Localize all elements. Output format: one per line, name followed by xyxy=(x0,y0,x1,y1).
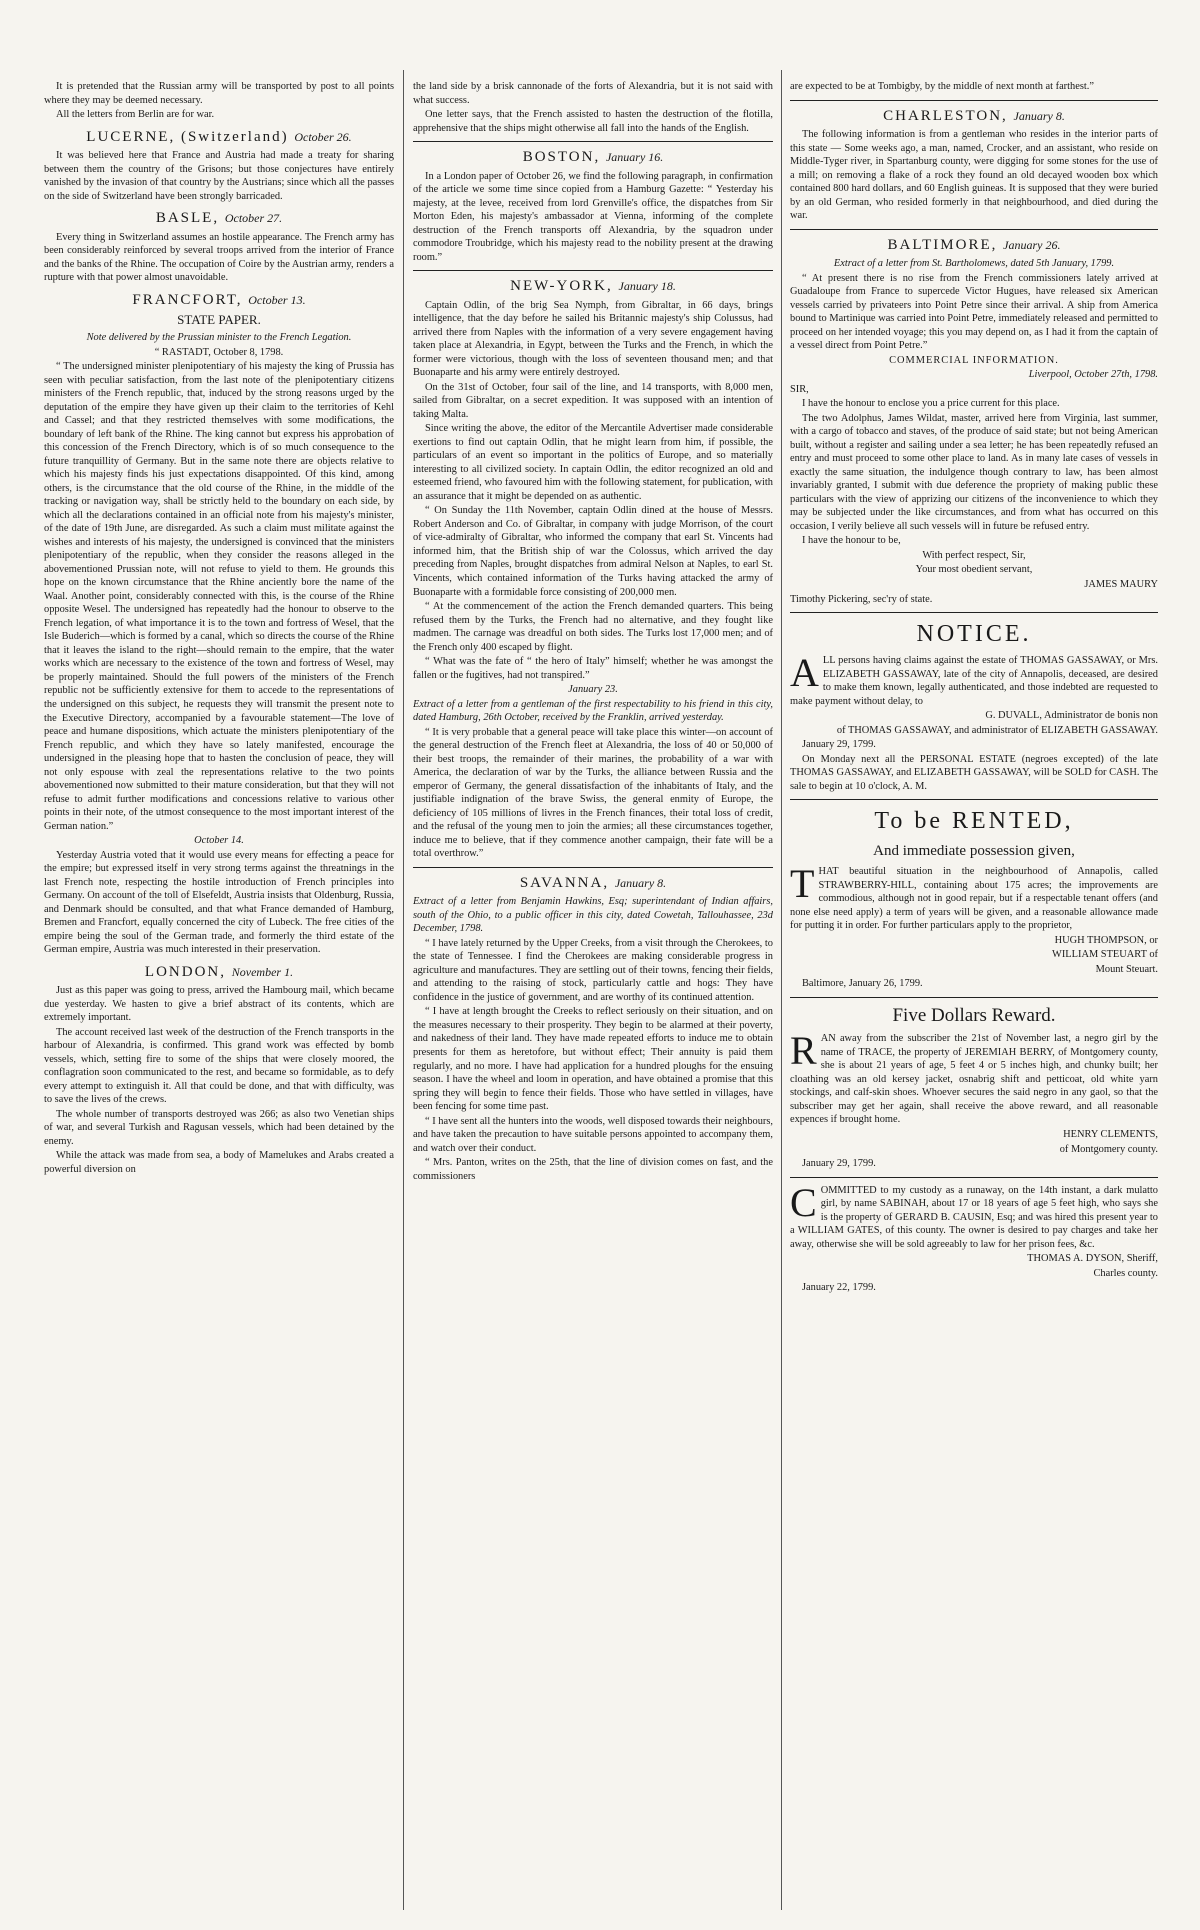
committed-county: Charles county. xyxy=(1093,1267,1158,1279)
article-london: The whole number of transports destroyed was 266; as also two Venetian ships of war, and several Turkish and Ragusan vessels, which had been detained by the enemy. xyxy=(44,1108,394,1147)
commercial-place: Liverpool, October 27th, 1798. xyxy=(1028,369,1158,381)
article-savanna: “ I have sent all the hunters into the woods, well disposed towards their neighbours, and have taken the precaution to have suitable persons appointed to accompany them, and watch over their conduct. xyxy=(413,1115,773,1154)
divider xyxy=(413,867,773,868)
continued-text: One letter says, that the French assisted to hasten the destruction of the flotilla, apprehensive that the ships might otherwise all fall into the hands of the English. xyxy=(413,109,773,134)
rented-signature: Mount Steuart. xyxy=(1095,963,1158,975)
column-rule xyxy=(781,70,782,1910)
column-three xyxy=(790,80,1158,1910)
committed-text: COMMITTED to my custody as a runaway, on the 14th instant, a dark mulatto girl, by name SABINAH, about 17 or 18 years of age 5 feet high, who says she is the property of GERARD B. CAUSIN, Esq; and was hired this present year to a WILLIAM GATES, of this county. The owner is desired to pay charges and take her away, otherwise she will be sold agreeably to law for her prison fees, &c. xyxy=(790,1179,1158,1250)
reward-text: RAN away from the subscriber the 21st of November last, a negro girl by the name of TRACE, the property of JEREMIAH BERRY, of Montgomery county, she is about 21 years of age, 5 feet 4 or 5 inches high, and chunky built; her cloathing was an old kersey jacket, osnabrig shift and petticoat, old white yarn stockings, and calf-skin shoes. Whoever secures the said negro in any gaol, so that the subscriber may get her again, shall receive the above reward, and all reasonable expences if brought home. xyxy=(790,1028,1158,1126)
commercial-addressee: Timothy Pickering, sec'ry of state. xyxy=(790,593,933,605)
dateline-london: LONDON, November 1. xyxy=(144,963,294,980)
article-new-york: “ On Sunday the 11th November, captain Odlin dined at the house of Messrs. Robert Anderson and Co. of Gibraltar, in company with judge Morrison, of the court of vice-admiralty of Gibraltar, who informed the company that earl St. Vincents had informed him, that the British ship of war the Colossus, which arrived the day preceding from Naples, brought dispatches from admiral Nelson at Naples, to earl St. Vincents, which contained information of the Turks having attacked the army of Buonaparte with a formidable force consisting of 200,000 men. xyxy=(413,505,773,598)
article-london: The account received last week of the destruction of the French transports in the harbour of Alexandria, is confirmed. This grand work was effected by bomb vessels, which, setting fire to some of the ships that were closely moored, the conflagration soon communicated to the rest, and became so formidable, as to defy every attempt to extinguish it. All that could be done, and that with difficulty, was to save the lives of the crews. xyxy=(44,1026,394,1106)
article-lucerne: It was believed here that France and Austria had made a treaty for sharing between them the country of the Grisons; but those conjectures have entirely vanished by the invasion of that country by the Austrians; since which all the passes on the side of Switzerland have been strongly barricaded. xyxy=(44,150,394,202)
article-london: Just as this paper was going to press, arrived the Hambourg mail, which became due yesterday. We hasten to give a brief abstract of its contents, which are extremely important. xyxy=(44,985,394,1024)
divider xyxy=(413,141,773,142)
dateline-baltimore: BALTIMORE, January 26. xyxy=(887,236,1061,253)
continued-text: the land side by a brisk cannonade of the forts of Alexandria, but it is not said with what success. xyxy=(413,81,773,106)
state-paper-heading: STATE PAPER. xyxy=(177,312,261,328)
divider xyxy=(790,100,1158,101)
notice-signature: G. DUVALL, Administrator de bonis non xyxy=(985,710,1158,722)
commercial-salutation: SIR, xyxy=(790,383,809,395)
notice-text: ALL persons having claims against the estate of THOMAS GASSAWAY, or Mrs. ELIZABETH GASSAWAY, late of the city of Annapolis, deceased, are desired to make them known, legally authenticated, and those indebted are requested to make payment without delay, to xyxy=(790,650,1158,707)
committed-signer: THOMAS A. DYSON, Sheriff, xyxy=(1027,1253,1158,1265)
article-savanna: “ I have lately returned by the Upper Creeks, from a visit through the Cherokees, to the state of Tennessee. I find the Cherokees are making considerable progress in agriculture and manufactures. They are settling out of their towns, fencing their fields, and attending to the raising of stock, particularly cattle and hogs: They have confidence in the justice of government, and are worthy of its continued attention. xyxy=(413,937,773,1003)
divider xyxy=(790,799,1158,800)
commercial-closing: With perfect respect, Sir, xyxy=(922,549,1026,561)
extract-heading: Extract of a letter from St. Bartholomews, dated 5th January, 1799. xyxy=(833,258,1115,270)
intro-paragraph: It is pretended that the Russian army will be transported by post to all points where they may be deemed necessary. xyxy=(44,81,394,106)
drop-cap: A xyxy=(790,650,819,696)
article-new-york: Since writing the above, the editor of the Mercantile Advertiser made considerable exertions to find out captain Odlin, that he might learn from him, if possible, the particulars of an event so important in the politics of Europe, and so materially interesting to all civilized society. In captain Odlin, the editor recognized an old and esteemed friend, who favoured him with the following statement, for publication, with an assurance that it might be depended on as authentic. xyxy=(413,423,773,502)
rented-date: Baltimore, January 26, 1799. xyxy=(802,978,923,990)
article-october-14: Yesterday Austria voted that it would use every means for effecting a peace for the empire; but expressed itself in very strong terms against the threatnings in the last French note, respecting the hostile introduction of French principles into Germany. On account of the toll of Elsefeldt, Austria insists that Oldenburg, Russia, and Denmark should be consulted, and that what France demanded of Hamburg, Bremen and Francfort, equally concerned the city of Lubeck. The free cities of the empire being the soul of the German trade, and formerly the third estate of the German empire, Austria was much interested in their preservation. xyxy=(44,849,394,956)
extract-heading: Extract of a letter from Benjamin Hawkins, Esq; superintendant of Indian affairs, south of the Ohio, to a public officer in this city, dated Cowetah, Tallouhassee, 23d December, 1798. xyxy=(413,896,773,935)
dateline-boston: BOSTON, January 16. xyxy=(522,149,664,166)
rented-text: THAT beautiful situation in the neighbourhood of Annapolis, called STRAWBERRY-HILL, containing about 175 acres; the improvements are commodious, although not in good repair, but if a respectable tenant offers (and none else need apply) a term of years will be given, and a reasonable allowance made for putting it in order. For further particulars apply to the proprietor, xyxy=(790,861,1158,932)
date-january-23: January 23. xyxy=(568,684,618,696)
drop-cap: R xyxy=(790,1028,817,1074)
dateline-savanna: SAVANNA, January 8. xyxy=(519,874,667,891)
column-one xyxy=(44,80,394,1910)
continued-text: are expected to be at Tombigby, by the middle of next month at farthest.” xyxy=(790,81,1094,92)
rented-subheading: And immediate possession given, xyxy=(873,842,1075,859)
dateline-charleston: CHARLESTON, January 8. xyxy=(883,107,1065,124)
reward-date: January 29, 1799. xyxy=(802,1158,876,1170)
article-boston: In a London paper of October 26, we find the following paragraph, in confirmation of the article we some time since copied from a Hamburg Gazette: “ Yesterday his majesty, at the levee, received from lord Grenville's office, the dispatches from Sir Morton Eden, his majesty's ambassador at Vienna, informing of the complete destruction of the French transports off Alexandria, by the squadron under commodore Troubridge, which his majesty read to the nobility present at the drawing room.” xyxy=(413,170,773,263)
article-basle: Every thing in Switzerland assumes an hostile appearance. The French army has been considerably reinforced by several troops arrived from the interior of France and the banks of the Rhine. The occupation of Coire by the Austrian army, renders a rupture with that power almost unavoidable. xyxy=(44,231,394,284)
divider xyxy=(790,997,1158,998)
reward-signer: HENRY CLEMENTS, xyxy=(1063,1128,1158,1140)
extract-heading: Extract of a letter from a gentleman of the first respectability to his friend in this city, dated Hamburg, 26th October, received by the Franklin, arrived yesterday. xyxy=(413,698,773,724)
article-savanna: “ Mrs. Panton, writes on the 25th, that the line of division comes on fast, and the commissioners xyxy=(413,1157,773,1182)
article-january-23: “ It is very probable that a general peace will take place this winter—on account of the general destruction of the French fleet at Alexandria, the loss of 40 or 50,000 of their best troops, the remainder of their marines, the probability of a war with America, the declaration of war by the Turks, the alliance between Russia and the emperor of Germany, the general dissatisfaction of the inhabitants of Italy, and the justifiable indignation of the brave Swiss, the general enmity of Europe, the deficiency of 105 millions of livres in the French finances, their total loss of credit, and the refusal of the young men to join the armies; all these circumstances together, induce me to believe, that if they commence another campaign, their fate will be a total overthrow.” xyxy=(413,726,773,860)
commercial-text: The two Adolphus, James Wildat, master, arrived here from Virginia, last summer, with a cargo of tobacco and staves, of the produce of said state; but not being American built, without a register and sailing under a sea letter; he has been repeatedly refused an entry and must proceed to some other place to land. As in many late cases of vessels in exactly the same situation, the indulgence though contrary to law, has been almost invariably granted, I submit with due deference the propriety of making public these particulars with the view of apprizing our citizens of the inconvenience to which they may be subjected under the like circumstances, and from what has occurred on this occasion, I verily believe all such vessels will in future be refused entry. xyxy=(790,412,1158,532)
rented-signature: HUGH THOMPSON, or xyxy=(1054,934,1158,946)
state-paper-note: Note delivered by the Prussian minister to the French Legation. xyxy=(86,332,352,344)
commercial-signer: JAMES MAURY xyxy=(1084,578,1158,590)
notice-date: January 29, 1799. xyxy=(802,739,876,751)
article-new-york: “ At the commencement of the action the French demanded quarters. This being refused them by the Turks, the French had no alternative, and they fought like madmen. The carnage was dreadful on both sides. The Turks lost 17,000 men; and of the French only 400 escaped by flight. xyxy=(413,601,773,653)
dateline-lucerne: LUCERNE, (Switzerland) October 26. xyxy=(86,128,352,145)
dateline-francfort: FRANCFORT, October 13. xyxy=(132,291,306,308)
article-baltimore: “ At present there is no rise from the French commissioners lately arrived at Guadaloupe from France to supercede Victor Hugues, have released six American vessels carried by privateers into Point Petre since their arrival. A ship from America bound to Martinique was carried into Point Petre, immediately released and permitted to proceed on her intended voyage; this you may depend on, as I had it from the captain of a vessel direct from Point Petre.” xyxy=(790,272,1158,352)
article-london: While the attack was made from sea, a body of Mamelukes and Arabs created a powerful diversion on xyxy=(44,1150,394,1175)
reward-county: of Montgomery county. xyxy=(1059,1143,1158,1155)
notice-sale: On Monday next all the PERSONAL ESTATE (negroes excepted) of the late THOMAS GASSAWAY, and ELIZABETH GASSAWAY, will be SOLD for CASH. The sale to begin at 10 o'clock, A. M. xyxy=(790,753,1158,792)
state-paper-place: “ RASTADT, October 8, 1798. xyxy=(154,346,284,358)
article-state-paper: “ The undersigned minister plenipotentiary of his majesty the king of Prussia has seen with peculiar satisfaction, from the last note of the plenipotentiary citizens ministers of the French republic, that, induced by the strong reasons urged by the deputation of the empire they have given up their claim to the territories of Kehl and Cassel; and that they restricted themselves with some modifications, the boundary of left bank of the Rhine. The king cannot but express his approbation of this concession of the French Directory, which is of so much consequence to the future tranquillity of Germany. But in the same note there are objects relative to which his majesty finds his just expectations disappointed. Of this kind, among others, is the circumstance that the old course of the Rhine, in the middle of the tracking or navigation way, shall be strictly held to the boundary on each side, by which all the declarations contained in an official note from his majesty's minister, of the date of 19th June, are disregarded. As such a claim must militate against the wishes and interests of his majesty, the undersigned is convinced that the ministers plenipotentiary of the republic, when they consider the reasons alleged in the abovementioned Prussian note, will not refuse to yield to them. He grounds this hope on the known circumstance that the Rhine anciently bore the name of the Waal. Another point, considerably connected with this, is the course of the Rhine opposite Wesel. The undersigned has repeatedly had the honour to observe to the French legation, of what importance it is to the town and fortress of Wesel, that the Isle Buderich—which is formed by a canal, which so directs the course of the Rhine that it leaves the island to the right—should remain to the empire, that the water works which are necessary to the existence of the town and fortress of Wesel, may be properly maintained. Should the full powers of the ministers of the French republic not be sufficiently extensive for them to accede to the representations of the undersigned on this subject, he requests they will transmit the present note to the Executive Directory, accompanied by a favourable statement—The love of peace and humane dispositions, which actuate the ministers plenipotentiary of the French republic, and which they have so lately manifested, encourage the undersigned in the pleasing hope that to hasten the conclusion of peace, they will not only espouse with zeal the representations relative to the two points abovementioned now submitted to their mature consideration, but that they will not refuse to admit further modifications and concessions relative to various other points in their note, of the utmost consequence to the most important interest of the German nation.” xyxy=(44,361,394,832)
article-new-york: Captain Odlin, of the brig Sea Nymph, from Gibraltar, in 66 days, brings intelligence, that the day before he sailed his Britannic majesty's ship Colussus, had arrived there from Naples with the information of a very severe engagement having taken place at Alexandria, in Egypt, between the Turks and the French, in which the former were victorious, though with the loss of seventeen thousand men; and that Buonaparte and his army were entirely destroyed. xyxy=(413,299,773,379)
article-new-york: On the 31st of October, four sail of the line, and 14 transports, with 8,000 men, sailed from Gibraltar, on a secret expedition. It was supposed with an intention of taking Malta. xyxy=(413,381,773,420)
divider xyxy=(413,270,773,271)
notice-signature: of THOMAS GASSAWAY, and administrator of ELIZABETH GASSAWAY. xyxy=(836,724,1158,736)
notice-heading: NOTICE. xyxy=(916,621,1032,648)
reward-heading: Five Dollars Reward. xyxy=(892,1004,1056,1026)
column-rule xyxy=(403,70,404,1910)
commercial-text: I have the honour to enclose you a price current for this place. xyxy=(802,398,1060,410)
committed-date: January 22, 1799. xyxy=(802,1282,876,1294)
article-new-york: “ What was the fate of “ the hero of Italy” himself; whether he was amongst the fallen or the fugitives, had not transpired.” xyxy=(413,656,773,681)
commercial-closing: I have the honour to be, xyxy=(802,535,901,547)
commercial-closing: Your most obedient servant, xyxy=(915,564,1033,576)
drop-cap: C xyxy=(790,1179,817,1225)
commercial-heading: COMMERCIAL INFORMATION. xyxy=(889,354,1059,366)
rented-heading: To be RENTED, xyxy=(874,808,1074,835)
dateline-basle: BASLE, October 27. xyxy=(155,210,283,227)
column-two xyxy=(413,80,773,1910)
date-october-14: October 14. xyxy=(194,835,244,847)
dateline-new-york: NEW-YORK, January 18. xyxy=(510,278,676,295)
intro-paragraph: All the letters from Berlin are for war. xyxy=(56,109,215,121)
article-savanna: “ I have at length brought the Creeks to reflect seriously on their situation, and on the measures necessary to their prosperity. They begin to be alarmed at their poverty, and nakedness of their land. They have made repeated efforts to induce me to obtain presents for them as heretofore, but without effect; Their annuity is paid them regularly, and no more. I have had application for a hundred ploughs for the ensuing season. I have the wheel and loom in operation, and have obtained a promise that this spring they will begin to fence their fields. Those who have settled in villages, have been fencing for some time past. xyxy=(413,1006,773,1113)
divider xyxy=(790,1177,1158,1178)
drop-cap: T xyxy=(790,861,815,907)
article-charleston: The following information is from a gentleman who resides in the interior parts of this state — Some weeks ago, a man, named, Crocker, and an assistant, who reside on Middle-Tyger river, in Spartanburg county, were digging for some stones for the use of a mill; on removing a flake of a rock they found an old decayed wooden box which contained 800 hard dollars, and 60 English guineas. It is supposed that they were buried by an old German, who resided formerly in that neighbourhood, and died during the war. xyxy=(790,129,1158,222)
divider xyxy=(790,612,1158,613)
divider xyxy=(790,229,1158,230)
rented-signature: WILLIAM STEUART of xyxy=(1052,949,1158,961)
